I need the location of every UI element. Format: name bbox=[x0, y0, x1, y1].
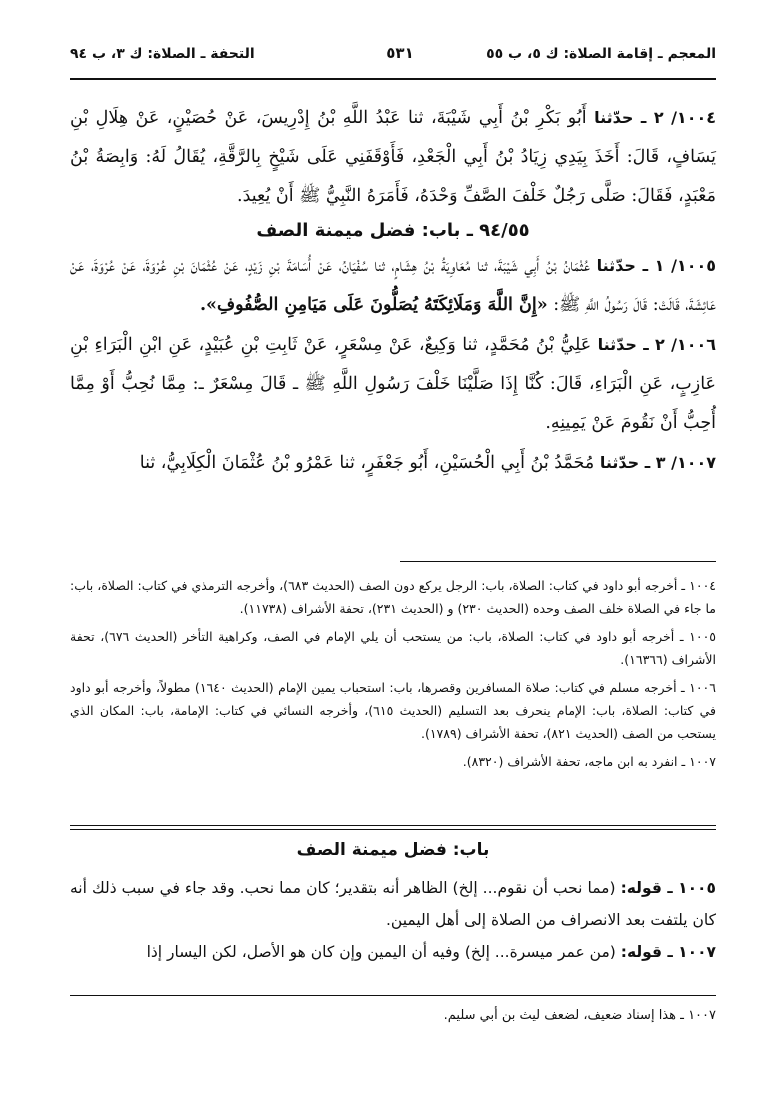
commentary-key: ١٠٠٥ ـ قوله: bbox=[620, 879, 716, 897]
takhrij-note: ١٠٠٧ ـ انفرد به ابن ماجه، تحفة الأشراف (٨٣٢٠). bbox=[462, 754, 716, 769]
commentary-text: (مما نحب أن نقوم... إلخ) الظاهر أنه بتقدير؛ كان مما نحب. وقد جاء في سبب ذلك أنه كان يلتفت بعد الانصراف من الصلاة إلى أهل اليمين. bbox=[70, 879, 716, 929]
hadith-body: عُثْمَانُ بْنُ أَبِي شَيْبَةَ، ثنا مُعَاوِيَةُ بْنُ هِشَامٍ، ثنا سُفْيَانُ، عَنْ أُسَامَةَ بْنِ زَيْدٍ، عَنْ عُثْمَانَ بْنِ عُرْوَةَ، عَنْ عُرْوَةَ، عَنْ عَائِشَةَ، قَالَتْ: قَالَ رَسُولُ اللَّهِ ﷺ: bbox=[70, 256, 716, 315]
hadith-1007 bbox=[70, 443, 716, 483]
takhrij-note: ١٠٠٥ ـ أخرجه أبو داود في كتاب: الصلاة، باب: من يستحب أن يلي الإمام في الصف، وكراهية التأخر (الحديث ٦٧٦)، تحفة الأشراف (١٦٣٦٦). bbox=[70, 629, 716, 667]
commentary-block bbox=[70, 834, 716, 968]
header-chapter-ref: المعجم ـ إقامة الصلاة: ك ٥، ب ٥٥ bbox=[486, 46, 716, 62]
section-heading: ٩٤/٥٥ ـ باب: فضل ميمنة الصف bbox=[256, 220, 530, 241]
hadith-body: مُحَمَّدُ بْنُ أَبِي الْحُسَيْنِ، أَبُو جَعْفَرٍ، ثنا عَمْرُو بْنُ عُثْمَانَ الْكِلَابِيُّ، ثنا bbox=[139, 453, 595, 473]
commentary-entry bbox=[70, 872, 716, 936]
takhrij-note: ١٠٠٤ ـ أخرجه أبو داود في كتاب: الصلاة، باب: الرجل يركع دون الصف (الحديث ٦٨٣)، وأخرجه الترمذي في كتاب: الصلاة، باب: ما جاء في الصلاة خلف الصف وحده (الحديث ٢٣٠) و (الحديث ٢٣١)، تحفة الأشراف (١١٧٣٨). bbox=[70, 578, 716, 616]
hadith-body: أَبُو بَكْرِ بْنُ أَبِي شَيْبَةَ، ثنا عَبْدُ اللَّهِ بْنُ إِدْرِيسَ، عَنْ حُصَيْنٍ، عَنْ هِلَالِ بْنِ يَسَافٍ، قَالَ: أَخَذَ بِيَدِي زِيَادُ بْنُ أَبِي الْجَعْدِ، فَأَوْقَفَنِي عَلَى شَيْخٍ بِالرَّقَّةِ، يُقَالُ لَهُ: وَابِصَةُ بْنُ مَعْبَدٍ، فَقَالَ: صَلَّى رَجُلٌ خَلْفَ الصَّفِّ وَحْدَهُ، فَأَمَرَهُ النَّبِيُّ ﷺ أَنْ يُعِيدَ. bbox=[70, 108, 716, 206]
running-header bbox=[70, 40, 716, 74]
hadith-lead: ١٠٠٤/ ٢ ـ حدّثنا bbox=[594, 108, 716, 127]
hadith-1004 bbox=[70, 98, 716, 216]
takhrij-notes bbox=[70, 574, 716, 778]
hadith-lead: ١٠٠٦/ ٢ ـ حدّثنا bbox=[597, 335, 716, 354]
page-number: ٥٣١ bbox=[386, 44, 414, 62]
header-rule bbox=[70, 78, 716, 80]
commentary-key: ١٠٠٧ ـ قوله: bbox=[620, 943, 716, 961]
hadith-body: عَلِيُّ بْنُ مُحَمَّدٍ، ثنا وَكِيعٌ، عَنْ مِسْعَرٍ، عَنْ ثَابِتِ بْنِ عُبَيْدٍ، عَنِ ابْنِ الْبَرَاءِ بْنِ عَازِبٍ، عَنِ الْبَرَاءِ، قَالَ: كُنَّا إِذَا صَلَّيْنَا خَلْفَ رَسُولِ اللَّهِ ﷺ ـ قَالَ مِسْعَرٌ ـ: مِمَّا نُحِبُّ أَوْ مِمَّا أُحِبُّ أَنْ نَقُومَ عَنْ يَمِينِهِ. bbox=[70, 335, 716, 433]
commentary-text: (من عمر ميسرة... إلخ) وفيه أن اليمين وإن كان هو الأصل، لكن اليسار إذا bbox=[146, 943, 616, 961]
hadith-text-block bbox=[70, 98, 716, 483]
hadith-1005 bbox=[70, 246, 716, 325]
notes-separator bbox=[400, 561, 716, 562]
takhrij-note: ١٠٠٦ ـ أخرجه مسلم في كتاب: صلاة المسافرين وقصرها، باب: استحباب يمين الإمام (الحديث ١٦٤٠) مطولاً، وأخرجه أبو داود في كتاب: الصلاة، باب: الإمام ينحرف بعد التسليم (الحديث ٦١٥)، وأخرجه النسائي في كتاب: الإمامة، باب: المكان الذي يستحب من الصف (الحديث ٨٢١)، تحفة الأشراف (١٧٨٩). bbox=[70, 680, 716, 741]
hadith-1006 bbox=[70, 325, 716, 443]
hadith-lead: ١٠٠٧/ ٣ ـ حدّثنا bbox=[599, 453, 716, 472]
commentary-entry bbox=[70, 936, 716, 968]
commentary-separator-bottom bbox=[70, 829, 716, 830]
footnote-separator bbox=[70, 995, 716, 996]
header-tuhfa-ref: التحفة ـ الصلاة: ك ٣، ب ٩٤ bbox=[70, 46, 255, 62]
prophetic-quote: «إِنَّ اللَّهَ وَمَلَائِكَتَهُ يُصَلُّونَ عَلَى مَيَامِنِ الصُّفُوفِ». bbox=[199, 295, 548, 315]
footnote: ١٠٠٧ ـ هذا إسناد ضعيف، لضعف ليث بن أبي سليم. bbox=[443, 1008, 716, 1023]
commentary-heading: باب: فضل ميمنة الصف bbox=[296, 840, 490, 860]
commentary-separator-top bbox=[70, 825, 716, 826]
hadith-lead: ١٠٠٥/ ١ ـ حدّثنا bbox=[596, 256, 716, 275]
